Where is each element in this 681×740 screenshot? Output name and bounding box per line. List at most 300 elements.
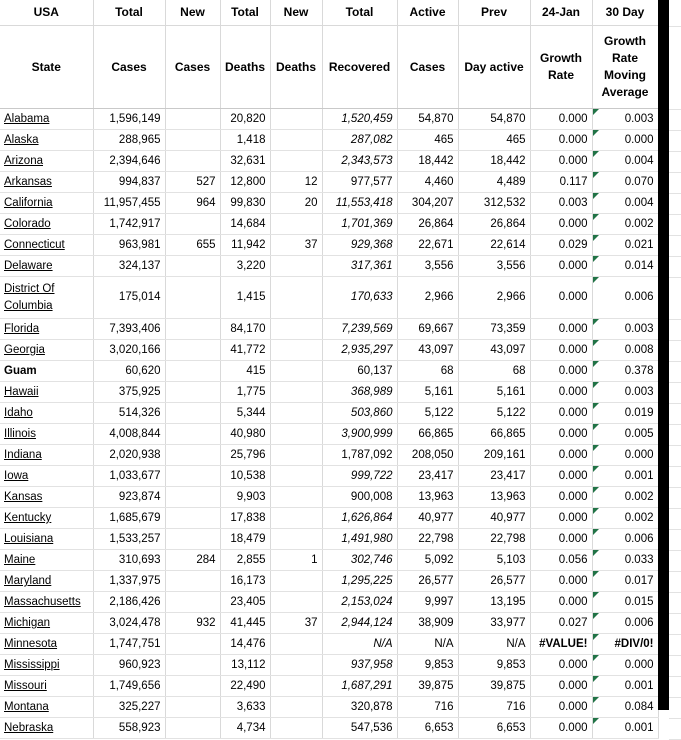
cell-growth-rate[interactable]: 0.117 xyxy=(530,172,592,193)
cell-recovered[interactable]: 60,137 xyxy=(322,361,397,382)
cell-prev-day[interactable]: N/A xyxy=(458,634,530,655)
cell-prev-day[interactable]: 465 xyxy=(458,130,530,151)
cell-active-cases[interactable]: 5,122 xyxy=(397,403,458,424)
cell-growth-rate[interactable]: 0.000 xyxy=(530,214,592,235)
table-row[interactable] xyxy=(0,655,658,676)
cell-growth-rate[interactable]: 0.000 xyxy=(530,466,592,487)
cell-growth-rate[interactable]: 0.000 xyxy=(530,529,592,550)
cell-prev-day[interactable]: 2,966 xyxy=(458,277,530,319)
cell-growth-rate[interactable]: 0.000 xyxy=(530,445,592,466)
state-link-label[interactable]: Massachusetts xyxy=(4,596,81,608)
cell-moving-avg[interactable]: 0.378 xyxy=(592,361,658,382)
cell-recovered[interactable]: 900,008 xyxy=(322,487,397,508)
cell-total-deaths[interactable]: 32,631 xyxy=(220,151,270,172)
cell-total-deaths[interactable]: 41,445 xyxy=(220,613,270,634)
cell-active-cases[interactable]: 39,875 xyxy=(397,676,458,697)
cell-state-name[interactable] xyxy=(0,235,93,256)
cell-new-cases[interactable] xyxy=(165,130,220,151)
cell-state-name[interactable] xyxy=(0,382,93,403)
cell-active-cases[interactable]: 38,909 xyxy=(397,613,458,634)
cell-recovered[interactable]: 1,295,225 xyxy=(322,571,397,592)
cell-total-deaths[interactable]: 1,775 xyxy=(220,382,270,403)
cell-active-cases[interactable]: 4,460 xyxy=(397,172,458,193)
cell-total-deaths[interactable]: 5,344 xyxy=(220,403,270,424)
cell-new-cases[interactable]: 964 xyxy=(165,193,220,214)
cell-total-cases[interactable]: 558,923 xyxy=(93,718,165,739)
table-row[interactable] xyxy=(0,403,658,424)
cell-active-cases[interactable]: 54,870 xyxy=(397,109,458,130)
cell-new-cases[interactable] xyxy=(165,655,220,676)
cell-moving-avg[interactable]: 0.004 xyxy=(592,193,658,214)
cell-total-cases[interactable]: 514,326 xyxy=(93,403,165,424)
state-link-label[interactable]: Iowa xyxy=(4,470,29,482)
cell-new-cases[interactable] xyxy=(165,508,220,529)
cell-total-cases[interactable]: 963,981 xyxy=(93,235,165,256)
cell-moving-avg[interactable]: 0.015 xyxy=(592,592,658,613)
cell-new-deaths[interactable] xyxy=(270,319,322,340)
table-row[interactable] xyxy=(0,256,658,277)
cell-total-cases[interactable]: 375,925 xyxy=(93,382,165,403)
cell-moving-avg[interactable]: 0.014 xyxy=(592,256,658,277)
cell-prev-day[interactable]: 5,161 xyxy=(458,382,530,403)
cell-new-deaths[interactable] xyxy=(270,445,322,466)
cell-growth-rate[interactable]: 0.000 xyxy=(530,151,592,172)
table-row[interactable] xyxy=(0,193,658,214)
cell-moving-avg[interactable]: 0.003 xyxy=(592,382,658,403)
cell-total-deaths[interactable]: 17,838 xyxy=(220,508,270,529)
state-link-label[interactable]: Minnesota xyxy=(4,638,58,650)
cell-total-deaths[interactable]: 22,490 xyxy=(220,676,270,697)
cell-new-deaths[interactable] xyxy=(270,151,322,172)
cell-growth-rate[interactable]: 0.000 xyxy=(530,424,592,445)
cell-total-cases[interactable]: 1,033,677 xyxy=(93,466,165,487)
cell-growth-rate[interactable]: 0.003 xyxy=(530,193,592,214)
table-row[interactable] xyxy=(0,340,658,361)
table-row[interactable] xyxy=(0,172,658,193)
table-row[interactable] xyxy=(0,424,658,445)
cell-active-cases[interactable]: 68 xyxy=(397,361,458,382)
cell-growth-rate[interactable]: 0.000 xyxy=(530,508,592,529)
cell-new-deaths[interactable] xyxy=(270,256,322,277)
cell-active-cases[interactable]: 2,966 xyxy=(397,277,458,319)
cell-new-cases[interactable] xyxy=(165,718,220,739)
cell-total-cases[interactable]: 1,747,751 xyxy=(93,634,165,655)
cell-active-cases[interactable]: 5,092 xyxy=(397,550,458,571)
cell-total-deaths[interactable]: 2,855 xyxy=(220,550,270,571)
cell-total-deaths[interactable]: 3,633 xyxy=(220,697,270,718)
table-row[interactable] xyxy=(0,151,658,172)
cell-state-name[interactable] xyxy=(0,109,93,130)
cell-new-cases[interactable] xyxy=(165,634,220,655)
cell-moving-avg[interactable]: 0.004 xyxy=(592,151,658,172)
cell-recovered[interactable]: 2,343,573 xyxy=(322,151,397,172)
cell-prev-day[interactable]: 26,577 xyxy=(458,571,530,592)
cell-new-cases[interactable] xyxy=(165,403,220,424)
cell-state-name[interactable] xyxy=(0,151,93,172)
cell-moving-avg[interactable]: 0.000 xyxy=(592,445,658,466)
table-row[interactable] xyxy=(0,277,658,319)
cell-recovered[interactable]: 929,368 xyxy=(322,235,397,256)
cell-moving-avg[interactable]: #DIV/0! xyxy=(592,634,658,655)
state-link-label[interactable]: District Of Columbia xyxy=(4,282,55,312)
cell-total-deaths[interactable]: 99,830 xyxy=(220,193,270,214)
cell-moving-avg[interactable]: 0.000 xyxy=(592,655,658,676)
cell-moving-avg[interactable]: 0.002 xyxy=(592,487,658,508)
cell-recovered[interactable]: 320,878 xyxy=(322,697,397,718)
cell-state-name[interactable] xyxy=(0,319,93,340)
cell-new-cases[interactable] xyxy=(165,487,220,508)
cell-state-name[interactable] xyxy=(0,697,93,718)
cell-state-name[interactable] xyxy=(0,676,93,697)
cell-total-cases[interactable]: 1,337,975 xyxy=(93,571,165,592)
cell-moving-avg[interactable]: 0.002 xyxy=(592,214,658,235)
cell-prev-day[interactable]: 13,963 xyxy=(458,487,530,508)
cell-recovered[interactable]: 1,491,980 xyxy=(322,529,397,550)
table-row[interactable] xyxy=(0,613,658,634)
cell-recovered[interactable]: 302,746 xyxy=(322,550,397,571)
cell-total-cases[interactable]: 2,186,426 xyxy=(93,592,165,613)
cell-new-cases[interactable]: 655 xyxy=(165,235,220,256)
cell-growth-rate[interactable]: 0.027 xyxy=(530,613,592,634)
cell-prev-day[interactable]: 23,417 xyxy=(458,466,530,487)
cell-recovered[interactable]: 368,989 xyxy=(322,382,397,403)
cell-new-deaths[interactable]: 12 xyxy=(270,172,322,193)
cell-total-cases[interactable]: 1,742,917 xyxy=(93,214,165,235)
cell-new-cases[interactable] xyxy=(165,697,220,718)
cell-recovered[interactable]: 1,687,291 xyxy=(322,676,397,697)
cell-total-deaths[interactable]: 10,538 xyxy=(220,466,270,487)
state-link-label[interactable]: Kentucky xyxy=(4,512,52,524)
state-link-label[interactable]: Michigan xyxy=(4,617,51,629)
table-row[interactable] xyxy=(0,361,658,382)
cell-state-name[interactable] xyxy=(0,172,93,193)
cell-total-deaths[interactable]: 12,800 xyxy=(220,172,270,193)
cell-total-cases[interactable]: 288,965 xyxy=(93,130,165,151)
cell-new-cases[interactable] xyxy=(165,151,220,172)
cell-recovered[interactable]: 317,361 xyxy=(322,256,397,277)
cell-moving-avg[interactable]: 0.003 xyxy=(592,109,658,130)
state-link-label[interactable]: Arizona xyxy=(4,155,43,167)
cell-growth-rate[interactable]: 0.000 xyxy=(530,256,592,277)
cell-new-deaths[interactable] xyxy=(270,403,322,424)
state-link-label[interactable]: Maryland xyxy=(4,575,52,587)
cell-new-cases[interactable] xyxy=(165,214,220,235)
cell-new-cases[interactable] xyxy=(165,340,220,361)
cell-new-deaths[interactable] xyxy=(270,361,322,382)
state-link-label[interactable]: Delaware xyxy=(4,260,53,272)
cell-growth-rate[interactable]: #VALUE! xyxy=(530,634,592,655)
cell-new-deaths[interactable] xyxy=(270,571,322,592)
cell-active-cases[interactable]: 716 xyxy=(397,697,458,718)
cell-recovered[interactable]: 11,553,418 xyxy=(322,193,397,214)
cell-new-cases[interactable] xyxy=(165,256,220,277)
cell-prev-day[interactable]: 716 xyxy=(458,697,530,718)
cell-new-cases[interactable]: 932 xyxy=(165,613,220,634)
cell-moving-avg[interactable]: 0.001 xyxy=(592,718,658,739)
table-row[interactable] xyxy=(0,634,658,655)
cell-moving-avg[interactable]: 0.070 xyxy=(592,172,658,193)
cell-active-cases[interactable]: 9,853 xyxy=(397,655,458,676)
table-row[interactable] xyxy=(0,235,658,256)
cell-prev-day[interactable]: 5,103 xyxy=(458,550,530,571)
cell-active-cases[interactable]: 26,577 xyxy=(397,571,458,592)
cell-new-cases[interactable] xyxy=(165,109,220,130)
cell-new-deaths[interactable] xyxy=(270,718,322,739)
cell-active-cases[interactable]: 6,653 xyxy=(397,718,458,739)
cell-prev-day[interactable]: 33,977 xyxy=(458,613,530,634)
cell-total-deaths[interactable]: 13,112 xyxy=(220,655,270,676)
cell-new-deaths[interactable]: 37 xyxy=(270,613,322,634)
cell-total-deaths[interactable]: 14,476 xyxy=(220,634,270,655)
cell-new-cases[interactable] xyxy=(165,361,220,382)
state-link-label[interactable]: Missouri xyxy=(4,680,47,692)
cell-moving-avg[interactable]: 0.008 xyxy=(592,340,658,361)
cell-new-cases[interactable] xyxy=(165,277,220,319)
cell-state-name[interactable] xyxy=(0,424,93,445)
cell-new-cases[interactable] xyxy=(165,466,220,487)
cell-total-deaths[interactable]: 1,415 xyxy=(220,277,270,319)
cell-moving-avg[interactable]: 0.006 xyxy=(592,529,658,550)
cell-new-deaths[interactable] xyxy=(270,130,322,151)
state-link-label[interactable]: Nebraska xyxy=(4,722,54,734)
cell-new-deaths[interactable] xyxy=(270,592,322,613)
cell-growth-rate[interactable]: 0.000 xyxy=(530,382,592,403)
cell-total-deaths[interactable]: 14,684 xyxy=(220,214,270,235)
cell-active-cases[interactable]: N/A xyxy=(397,634,458,655)
state-link-label[interactable]: Florida xyxy=(4,323,40,335)
state-link-label[interactable]: Georgia xyxy=(4,344,45,356)
cell-state-name[interactable] xyxy=(0,613,93,634)
cell-state-name[interactable] xyxy=(0,466,93,487)
cell-total-deaths[interactable]: 4,734 xyxy=(220,718,270,739)
cell-prev-day[interactable]: 6,653 xyxy=(458,718,530,739)
cell-new-cases[interactable] xyxy=(165,382,220,403)
cell-growth-rate[interactable]: 0.000 xyxy=(530,571,592,592)
state-link-label[interactable]: Illinois xyxy=(4,428,36,440)
cell-moving-avg[interactable]: 0.003 xyxy=(592,319,658,340)
cell-recovered[interactable]: 1,520,459 xyxy=(322,109,397,130)
state-link-label[interactable]: Alaska xyxy=(4,134,39,146)
cell-new-deaths[interactable] xyxy=(270,382,322,403)
cell-new-deaths[interactable] xyxy=(270,676,322,697)
cell-new-cases[interactable] xyxy=(165,445,220,466)
state-link-label[interactable]: Guam xyxy=(4,365,37,377)
cell-growth-rate[interactable]: 0.000 xyxy=(530,277,592,319)
cell-total-deaths[interactable]: 40,980 xyxy=(220,424,270,445)
cell-moving-avg[interactable]: 0.001 xyxy=(592,676,658,697)
table-row[interactable] xyxy=(0,382,658,403)
cell-new-deaths[interactable]: 20 xyxy=(270,193,322,214)
cell-total-cases[interactable]: 923,874 xyxy=(93,487,165,508)
cell-new-deaths[interactable] xyxy=(270,214,322,235)
cell-prev-day[interactable]: 73,359 xyxy=(458,319,530,340)
cell-state-name[interactable] xyxy=(0,529,93,550)
cell-total-deaths[interactable]: 9,903 xyxy=(220,487,270,508)
cell-total-cases[interactable]: 175,014 xyxy=(93,277,165,319)
cell-total-cases[interactable]: 324,137 xyxy=(93,256,165,277)
cell-growth-rate[interactable]: 0.000 xyxy=(530,592,592,613)
cell-total-cases[interactable]: 310,693 xyxy=(93,550,165,571)
cell-prev-day[interactable]: 22,798 xyxy=(458,529,530,550)
cell-state-name[interactable] xyxy=(0,256,93,277)
cell-recovered[interactable]: 287,082 xyxy=(322,130,397,151)
cell-new-deaths[interactable] xyxy=(270,277,322,319)
cell-total-deaths[interactable]: 1,418 xyxy=(220,130,270,151)
cell-new-cases[interactable]: 284 xyxy=(165,550,220,571)
cell-total-cases[interactable]: 2,394,646 xyxy=(93,151,165,172)
cell-prev-day[interactable]: 68 xyxy=(458,361,530,382)
cell-total-cases[interactable]: 1,749,656 xyxy=(93,676,165,697)
cell-prev-day[interactable]: 312,532 xyxy=(458,193,530,214)
cell-new-deaths[interactable] xyxy=(270,655,322,676)
cell-new-deaths[interactable]: 37 xyxy=(270,235,322,256)
table-row[interactable] xyxy=(0,571,658,592)
cell-active-cases[interactable]: 26,864 xyxy=(397,214,458,235)
cell-prev-day[interactable]: 209,161 xyxy=(458,445,530,466)
cell-active-cases[interactable]: 18,442 xyxy=(397,151,458,172)
cell-recovered[interactable]: 1,626,864 xyxy=(322,508,397,529)
cell-new-deaths[interactable] xyxy=(270,634,322,655)
cell-growth-rate[interactable]: 0.000 xyxy=(530,487,592,508)
state-link-label[interactable]: California xyxy=(4,197,53,209)
cell-growth-rate[interactable]: 0.000 xyxy=(530,319,592,340)
cell-state-name[interactable] xyxy=(0,508,93,529)
cell-total-cases[interactable]: 2,020,938 xyxy=(93,445,165,466)
cell-recovered[interactable]: 170,633 xyxy=(322,277,397,319)
cell-state-name[interactable] xyxy=(0,655,93,676)
cell-total-deaths[interactable]: 41,772 xyxy=(220,340,270,361)
cell-total-deaths[interactable]: 18,479 xyxy=(220,529,270,550)
cell-prev-day[interactable]: 5,122 xyxy=(458,403,530,424)
cell-recovered[interactable]: 503,860 xyxy=(322,403,397,424)
cell-total-cases[interactable]: 4,008,844 xyxy=(93,424,165,445)
table-row[interactable] xyxy=(0,676,658,697)
cell-new-cases[interactable] xyxy=(165,592,220,613)
cell-new-cases[interactable] xyxy=(165,319,220,340)
cell-prev-day[interactable]: 18,442 xyxy=(458,151,530,172)
cell-new-deaths[interactable] xyxy=(270,424,322,445)
cell-active-cases[interactable]: 22,798 xyxy=(397,529,458,550)
cell-total-cases[interactable]: 11,957,455 xyxy=(93,193,165,214)
cell-state-name[interactable] xyxy=(0,403,93,424)
cell-state-name[interactable] xyxy=(0,550,93,571)
cell-state-name[interactable] xyxy=(0,130,93,151)
cell-total-deaths[interactable]: 20,820 xyxy=(220,109,270,130)
cell-new-deaths[interactable] xyxy=(270,109,322,130)
cell-new-deaths[interactable] xyxy=(270,508,322,529)
cell-new-deaths[interactable] xyxy=(270,697,322,718)
cell-state-name[interactable] xyxy=(0,592,93,613)
cell-recovered[interactable]: 977,577 xyxy=(322,172,397,193)
cell-active-cases[interactable]: 465 xyxy=(397,130,458,151)
state-link-label[interactable]: Idaho xyxy=(4,407,33,419)
cell-recovered[interactable]: 2,935,297 xyxy=(322,340,397,361)
cell-recovered[interactable]: 2,944,124 xyxy=(322,613,397,634)
cell-moving-avg[interactable]: 0.005 xyxy=(592,424,658,445)
cell-prev-day[interactable]: 54,870 xyxy=(458,109,530,130)
cell-new-cases[interactable] xyxy=(165,529,220,550)
table-row[interactable] xyxy=(0,319,658,340)
cell-active-cases[interactable]: 208,050 xyxy=(397,445,458,466)
cell-moving-avg[interactable]: 0.019 xyxy=(592,403,658,424)
cell-total-cases[interactable]: 1,685,679 xyxy=(93,508,165,529)
table-row[interactable] xyxy=(0,592,658,613)
cell-total-deaths[interactable]: 3,220 xyxy=(220,256,270,277)
cell-total-cases[interactable]: 1,533,257 xyxy=(93,529,165,550)
table-row[interactable] xyxy=(0,445,658,466)
cell-state-name[interactable] xyxy=(0,571,93,592)
cell-recovered[interactable]: 3,900,999 xyxy=(322,424,397,445)
cell-recovered[interactable]: 7,239,569 xyxy=(322,319,397,340)
cell-new-cases[interactable] xyxy=(165,676,220,697)
cell-moving-avg[interactable]: 0.001 xyxy=(592,466,658,487)
cell-state-name[interactable] xyxy=(0,340,93,361)
cell-state-name[interactable] xyxy=(0,214,93,235)
cell-growth-rate[interactable]: 0.000 xyxy=(530,109,592,130)
cell-state-name[interactable] xyxy=(0,718,93,739)
cell-state-name[interactable] xyxy=(0,277,93,319)
state-link-label[interactable]: Indiana xyxy=(4,449,42,461)
cell-total-deaths[interactable]: 84,170 xyxy=(220,319,270,340)
state-link-label[interactable]: Hawaii xyxy=(4,386,39,398)
cell-new-deaths[interactable] xyxy=(270,340,322,361)
cell-moving-avg[interactable]: 0.017 xyxy=(592,571,658,592)
cell-total-cases[interactable]: 994,837 xyxy=(93,172,165,193)
cell-state-name[interactable] xyxy=(0,193,93,214)
table-row[interactable] xyxy=(0,214,658,235)
cell-new-deaths[interactable] xyxy=(270,466,322,487)
state-link-label[interactable]: Montana xyxy=(4,701,49,713)
state-link-label[interactable]: Colorado xyxy=(4,218,51,230)
state-link-label[interactable]: Connecticut xyxy=(4,239,65,251)
table-row[interactable] xyxy=(0,697,658,718)
cell-moving-avg[interactable]: 0.084 xyxy=(592,697,658,718)
cell-prev-day[interactable]: 40,977 xyxy=(458,508,530,529)
state-link-label[interactable]: Arkansas xyxy=(4,176,52,188)
cell-state-name[interactable] xyxy=(0,445,93,466)
cell-prev-day[interactable]: 39,875 xyxy=(458,676,530,697)
cell-moving-avg[interactable]: 0.002 xyxy=(592,508,658,529)
cell-new-deaths[interactable]: 1 xyxy=(270,550,322,571)
state-link-label[interactable]: Alabama xyxy=(4,113,50,125)
state-link-label[interactable]: Maine xyxy=(4,554,36,566)
cell-prev-day[interactable]: 43,097 xyxy=(458,340,530,361)
cell-prev-day[interactable]: 13,195 xyxy=(458,592,530,613)
cell-prev-day[interactable]: 4,489 xyxy=(458,172,530,193)
cell-recovered[interactable]: 937,958 xyxy=(322,655,397,676)
cell-active-cases[interactable]: 3,556 xyxy=(397,256,458,277)
cell-recovered[interactable]: N/A xyxy=(322,634,397,655)
cell-new-cases[interactable] xyxy=(165,571,220,592)
cell-moving-avg[interactable]: 0.006 xyxy=(592,613,658,634)
cell-recovered[interactable]: 999,722 xyxy=(322,466,397,487)
cell-recovered[interactable]: 1,701,369 xyxy=(322,214,397,235)
table-row[interactable] xyxy=(0,550,658,571)
cell-growth-rate[interactable]: 0.000 xyxy=(530,655,592,676)
cell-total-cases[interactable]: 3,020,166 xyxy=(93,340,165,361)
cell-moving-avg[interactable]: 0.000 xyxy=(592,130,658,151)
cell-moving-avg[interactable]: 0.006 xyxy=(592,277,658,319)
table-row[interactable] xyxy=(0,718,658,739)
cell-growth-rate[interactable]: 0.000 xyxy=(530,718,592,739)
cell-active-cases[interactable]: 66,865 xyxy=(397,424,458,445)
cell-new-cases[interactable] xyxy=(165,424,220,445)
cell-active-cases[interactable]: 23,417 xyxy=(397,466,458,487)
cell-active-cases[interactable]: 9,997 xyxy=(397,592,458,613)
cell-growth-rate[interactable]: 0.000 xyxy=(530,361,592,382)
cell-total-deaths[interactable]: 11,942 xyxy=(220,235,270,256)
cell-growth-rate[interactable]: 0.029 xyxy=(530,235,592,256)
